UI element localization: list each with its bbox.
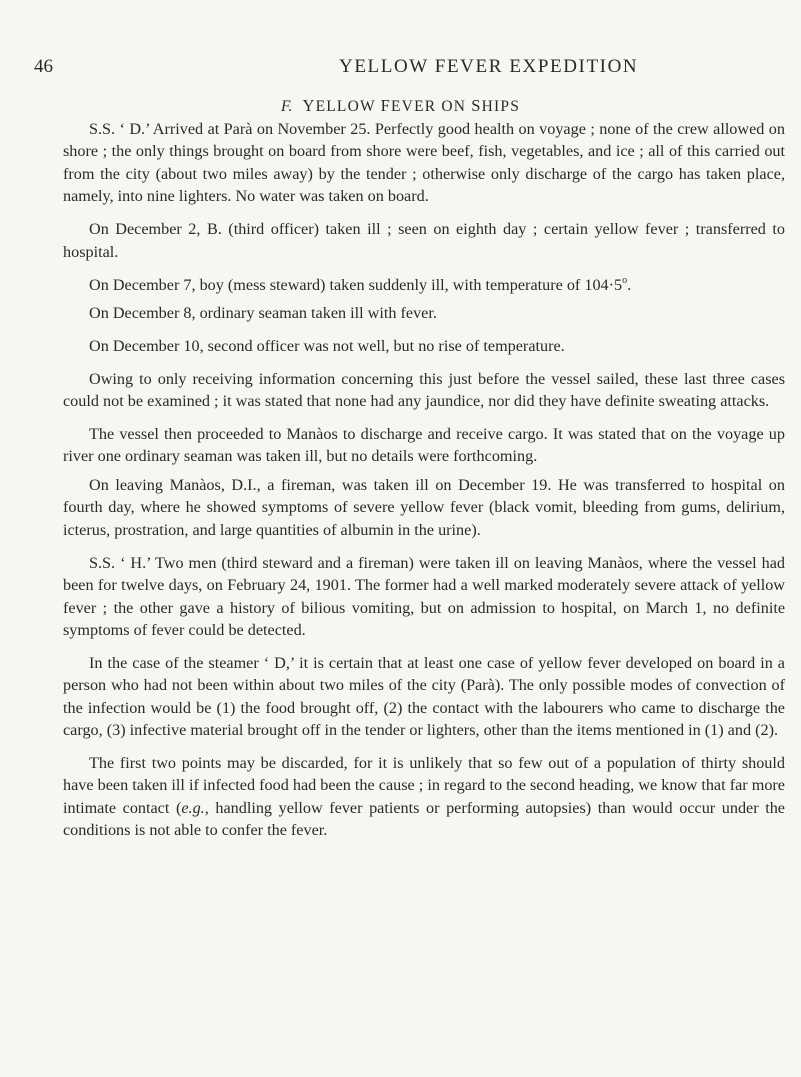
paragraph: In the case of the steamer ‘ D,’ it is certain that at least one case of yellow fever developed on board in a person who had not been within about two miles of the city (Parà). The only possible modes of convection of the infection would be (1) the food brought off, (2) the contact with the labourers who came to discharge the cargo, (3) infective material brought off in the tender or lighters, other than the items mentioned in (1) and (2).: [63, 653, 785, 740]
page-number: 46: [34, 56, 53, 77]
degree-symbol: o: [622, 274, 628, 286]
temperature-text: On December 7, boy (mess steward) taken suddenly ill, with temperature of 104·5: [89, 275, 623, 294]
section-title: [0, 96, 801, 116]
paragraph-last: [63, 752, 785, 842]
paragraph: S.S. ‘ H.’ Two men (third steward and a fireman) were taken ill on leaving Manàos, where the vessel had been for twelve days, on February 24, 1901. The former had a well marked moderately severe attack of yellow fever ; the other gave a history of bilious vomiting, but on admission to hospital, on March 1, no definite symptoms of fever could be detected.: [63, 553, 785, 639]
paragraph: Owing to only receiving information concerning this just before the vessel sailed, these last three cases could not be examined ; it was stated that none had any jaundice, nor did they have definite sweating attacks.: [63, 369, 785, 411]
running-head: [34, 56, 639, 82]
last-paragraph-start: The first two points may be discarded, for it is unlikely that so few out of a population of thirty should have been taken ill if infected food had been the cause ; in regard to the second heading, we know that far more intimate contact (: [63, 754, 785, 817]
running-title: YELLOW FEVER EXPEDITION: [339, 56, 639, 77]
section-title-initial-2: F: [380, 96, 392, 115]
paragraph: On December 10, second officer was not well, but no rise of temperature.: [89, 336, 565, 355]
section-title-initial-3: S: [471, 96, 482, 115]
temperature-end: .: [627, 275, 632, 294]
section-title-rest-3: HIPS: [481, 98, 521, 115]
section-title-rest-2: EVER ON: [391, 98, 467, 115]
body-text: [63, 118, 785, 852]
paragraph: S.S. ‘ D.’ Arrived at Parà on November 25. Perfectly good health on voyage ; none of the crew allowed on shore ; the only things brought on board from shore were beef, fish, vegetables, and ice ; all of this carried out from the city (about two miles away) by the tender ; otherwise only discharge of the cargo has taken place, namely, into nine lighters. No water was taken on board.: [63, 120, 785, 206]
paragraph: On leaving Manàos, D.I., a fireman, was taken ill on December 19. He was transferred to hospital on fourth day, where he showed symptoms of severe yellow fever (black vomit, bleeding from gums, delirium, icterus, prostration, and large quantities of albumin in the urine).: [63, 475, 785, 539]
section-title-initial-1: Y: [302, 96, 316, 115]
paragraph-temperature: [63, 274, 785, 296]
section-title-rest-1: ELLOW: [315, 98, 376, 115]
last-paragraph-end: , handling yellow fever patients or performing autopsies) than would occur under the conditions is not able to confer the fever.: [63, 798, 785, 840]
eg-abbreviation: e.g.: [181, 798, 205, 817]
paragraph: On December 8, ordinary seaman taken ill with fever.: [89, 303, 437, 322]
paragraph: On December 2, B. (third officer) taken ill ; seen on eighth day ; certain yellow fever ; transferred to hospital.: [63, 220, 785, 261]
section-letter: F.: [280, 98, 293, 115]
paragraph: The vessel then proceeded to Manàos to discharge and receive cargo. It was stated that on the voyage up river one ordinary seaman was taken ill, but no details were forthcoming.: [63, 424, 785, 466]
